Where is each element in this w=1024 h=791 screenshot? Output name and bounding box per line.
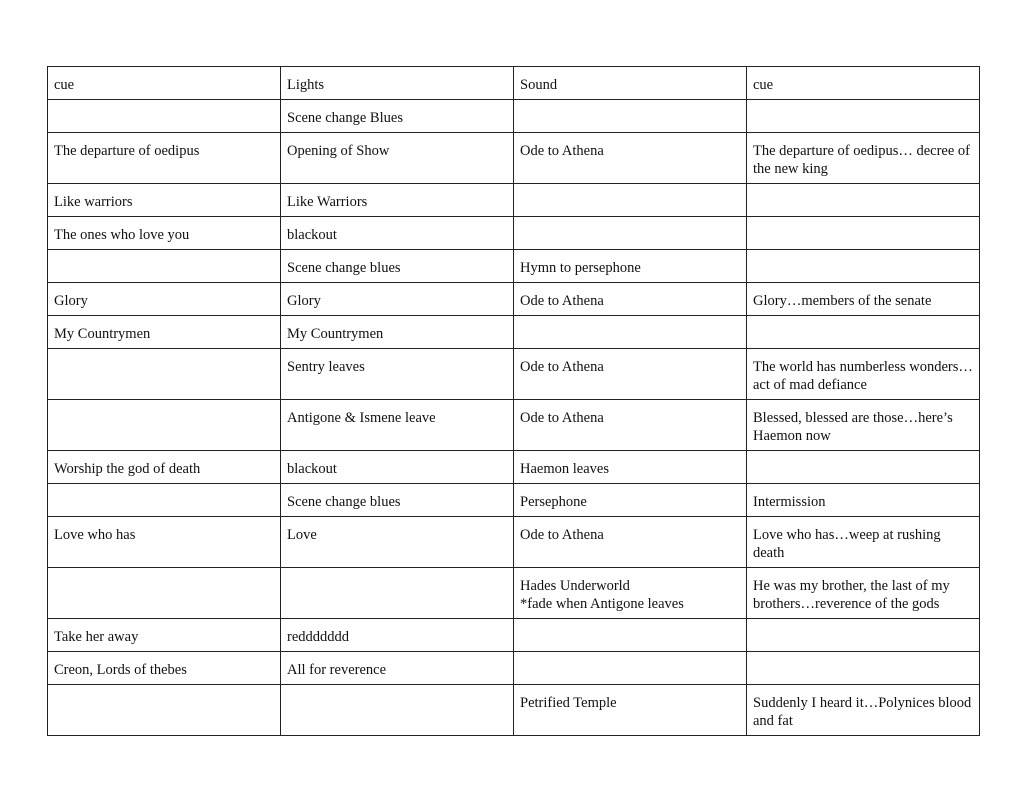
table-cell: Persephone [514,484,747,517]
table-cell: Hades Underworld *fade when Antigone leaves [514,568,747,619]
table-row [48,451,980,484]
table-cell: Glory [281,283,514,316]
table-cell: The ones who love you [48,217,281,250]
table-cell [281,685,514,736]
table-row [48,652,980,685]
table-cell: Like Warriors [281,184,514,217]
table-cell [281,568,514,619]
table-cell: Worship the god of death [48,451,281,484]
table-row [48,316,980,349]
table-cell: Take her away [48,619,281,652]
table-cell [514,316,747,349]
table-cell: Love who has…weep at rushing death [747,517,980,568]
table-cell: Creon, Lords of thebes [48,652,281,685]
table-cell: reddddddd [281,619,514,652]
table-cell: blackout [281,217,514,250]
table-cell [514,184,747,217]
table-cell [48,484,281,517]
table-cell: Ode to Athena [514,133,747,184]
header-row [48,67,980,100]
table-cell: Glory…members of the senate [747,283,980,316]
table-row [48,349,980,400]
table-row [48,517,980,568]
table-row [48,283,980,316]
table-cell: Scene change blues [281,250,514,283]
table-row [48,400,980,451]
table-cell [747,184,980,217]
table-cell [48,100,281,133]
table-cell: Haemon leaves [514,451,747,484]
table-cell: My Countrymen [281,316,514,349]
table-cell [48,349,281,400]
table-row [48,619,980,652]
table-cell [48,568,281,619]
table-cell [48,685,281,736]
table-cell: Blessed, blessed are those…here’s Haemon now [747,400,980,451]
table-cell: Love [281,517,514,568]
header-cell-sound: Sound [514,67,747,100]
header-cell-cue-2: cue [747,67,980,100]
table-row [48,685,980,736]
table-cell: Scene change Blues [281,100,514,133]
table-cell [747,316,980,349]
table-cell: Glory [48,283,281,316]
table-cell: Hymn to persephone [514,250,747,283]
table-cell [747,100,980,133]
table-cell: All for reverence [281,652,514,685]
table-cell [48,400,281,451]
table-cell: Intermission [747,484,980,517]
table-cell [514,100,747,133]
table-cell: Sentry leaves [281,349,514,400]
table-cell: He was my brother, the last of my brothers…reverence of the gods [747,568,980,619]
table-cell: Ode to Athena [514,400,747,451]
table-row [48,484,980,517]
table-cell: My Countrymen [48,316,281,349]
table-cell [514,217,747,250]
table-cell [747,250,980,283]
table-cell: Ode to Athena [514,517,747,568]
table-cell [747,652,980,685]
table-cell: Opening of Show [281,133,514,184]
table-cell: Suddenly I heard it…Polynices blood and fat [747,685,980,736]
table-row [48,184,980,217]
table-cell [747,451,980,484]
table-row [48,250,980,283]
header-cell-cue: cue [48,67,281,100]
table-cell: The world has numberless wonders…act of mad defiance [747,349,980,400]
table-cell: Ode to Athena [514,349,747,400]
table-cell [514,652,747,685]
table-cell [747,619,980,652]
table-cell: The departure of oedipus… decree of the new king [747,133,980,184]
table-row [48,568,980,619]
table-row [48,217,980,250]
table-cell: Ode to Athena [514,283,747,316]
header-cell-lights: Lights [281,67,514,100]
table-cell: The departure of oedipus [48,133,281,184]
table-row [48,100,980,133]
table-cell: Love who has [48,517,281,568]
table-cell: Antigone & Ismene leave [281,400,514,451]
table-cell [747,217,980,250]
table-cell [48,250,281,283]
table-cell: Like warriors [48,184,281,217]
table-cell: blackout [281,451,514,484]
table-cell [514,619,747,652]
table-row [48,133,980,184]
table-cell: Scene change blues [281,484,514,517]
cue-table [47,66,980,736]
table-cell: Petrified Temple [514,685,747,736]
